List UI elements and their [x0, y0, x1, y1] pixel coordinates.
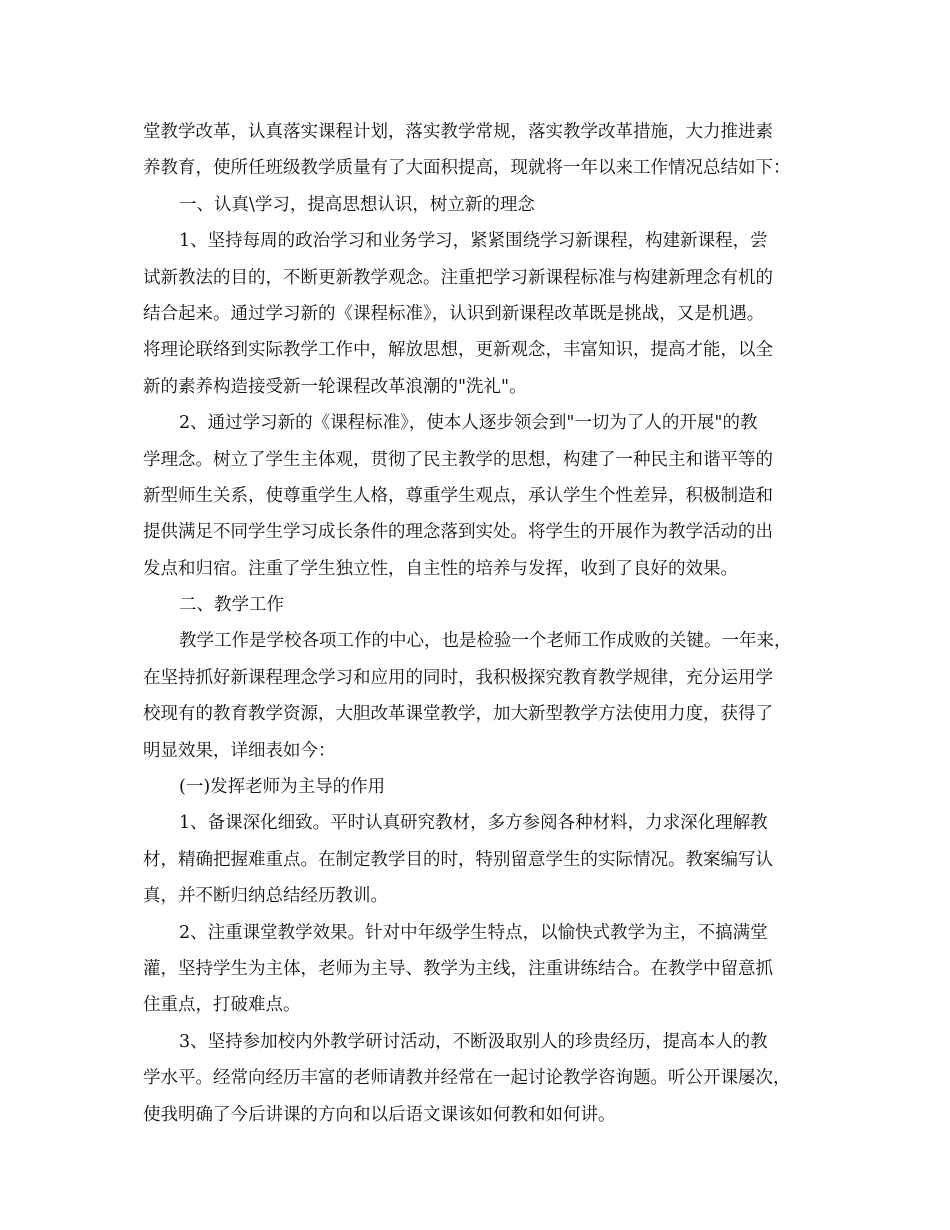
text-line: 结合起来。通过学习新的《课程标准》，认识到新课程改革既是挑战，又是机遇。	[143, 303, 765, 324]
text-line: 1、备课深化细致。平时认真研究教材，多方参阅各种材料，力求深化理解教	[179, 813, 768, 834]
text-line: 提供满足不同学生学习成长条件的理念落到实处。将学生的开展作为教学活动的出	[143, 522, 773, 543]
text-line: 2、通过学习新的《课程标准》，使本人逐步领会到"一切为了人的开展"的教	[179, 413, 758, 434]
text-line: 使我明确了今后讲课的方向和以后语文课该如何教和如何讲。	[143, 1104, 616, 1125]
text-line: 发点和归宿。注重了学生独立性，自主性的培养与发挥，收到了良好的效果。	[143, 558, 738, 579]
text-line: 真，并不断归纳总结经历教训。	[143, 886, 388, 907]
document-body	[143, 114, 823, 1133]
text-line: 学理念。树立了学生主体观，贯彻了民主教学的思想，构建了一种民主和谐平等的	[143, 449, 773, 470]
text-line: (一)发挥老师为主导的作用	[179, 777, 386, 798]
text-line: 将理论联络到实际教学工作中，解放思想，更新观念，丰富知识，提高才能，以全	[143, 340, 773, 361]
text-line: 养教育，使所任班级教学质量有了大面积提高，现就将一年以来工作情况总结如下：	[143, 158, 791, 179]
text-line: 明显效果，详细表如今：	[143, 740, 336, 761]
text-line: 二、教学工作	[179, 595, 284, 616]
text-line: 3、坚持参加校内外教学研讨活动，不断汲取别人的珍贵经历，提高本人的教	[179, 1031, 768, 1052]
text-line: 在坚持抓好新课程理念学习和应用的同时，我积极探究教育教学规律，充分运用学	[143, 667, 773, 688]
text-line: 新型师生关系，使尊重学生人格，尊重学生观点，承认学生个性差异，积极制造和	[143, 485, 773, 506]
text-line: 新的素养构造接受新一轮课程改革浪潮的"洗礼"。	[143, 376, 527, 397]
text-line: 2、注重课堂教学效果。针对中年级学生特点，以愉快式教学为主，不搞满堂	[179, 922, 768, 943]
text-line: 堂教学改革，认真落实课程计划，落实教学常规，落实教学改革措施，大力推进素	[143, 122, 773, 142]
text-line: 学水平。经常向经历丰富的老师请教并经常在一起讨论教学咨询题。听公开课屡次，	[143, 1068, 791, 1089]
text-line: 1、坚持每周的政治学习和业务学习，紧紧围绕学习新课程，构建新课程，尝	[179, 231, 768, 252]
text-line: 教学工作是学校各项工作的中心，也是检验一个老师工作成败的关键。一年来，	[179, 631, 792, 652]
text-line: 校现有的教育教学资源，大胆改革课堂教学，加大新型教学方法使用力度，获得了	[143, 704, 773, 725]
text-line: 材，精确把握难重点。在制定教学目的时，特别留意学生的实际情况。教案编写认	[143, 849, 773, 870]
text-line: 一、认真\学习，提高思想认识，树立新的理念	[179, 194, 535, 215]
text-line: 灌，坚持学生为主体，老师为主导、教学为主线，注重讲练结合。在教学中留意抓	[143, 958, 773, 979]
text-line: 试新教法的目的，不断更新教学观念。注重把学习新课程标准与构建新理念有机的	[143, 267, 773, 288]
text-line: 住重点，打破难点。	[143, 995, 301, 1016]
